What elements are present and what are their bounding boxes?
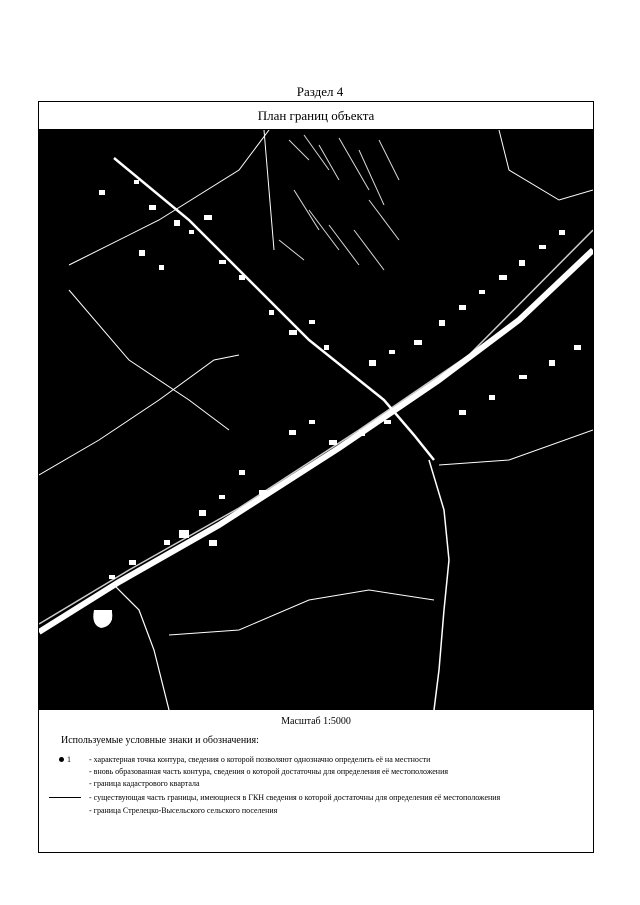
legend-symbol (43, 754, 87, 766)
legend-item-existing-boundary (39, 792, 593, 804)
boundary-line (264, 130, 274, 250)
map-drawing (39, 130, 593, 710)
satellite-map (39, 130, 593, 710)
plan-title: План границ объекта (39, 102, 593, 130)
pond (93, 610, 112, 628)
boundary-line (69, 130, 269, 265)
legend-text: - граница Стрелецко-Высельского сельского поселения (89, 806, 278, 815)
map-scale: Масштаб 1:5000 (281, 716, 351, 727)
boundary-line (439, 430, 593, 465)
legend-text: - существующая часть границы, имеющиеся в ГКН сведения о которой достаточны для определения её местоположения (89, 793, 501, 802)
plan-frame (38, 101, 594, 853)
legend-item-new-part (39, 766, 593, 778)
legend-symbol (43, 792, 87, 804)
legend-text: - характерная точка контура, сведения о которой позволяют однозначно определить её на местности (89, 755, 431, 764)
legend-item-point (39, 754, 593, 766)
boundary-line (169, 590, 434, 635)
field-texture (279, 135, 399, 270)
boundary-line (499, 130, 593, 200)
boundary-line (429, 460, 449, 710)
section-title: Раздел 4 (296, 84, 344, 99)
legend-title: Используемые условные знаки и обозначения: (61, 735, 259, 746)
legend-text: - граница кадастрового квартала (89, 779, 200, 788)
solid-line-icon (49, 797, 81, 798)
point-number: 1 (67, 755, 71, 764)
road-edge (39, 230, 593, 624)
legend-item-settlement-boundary (39, 805, 593, 817)
legend-item-quarter-boundary (39, 778, 593, 790)
boundary-line (114, 585, 169, 710)
boundary-line (69, 290, 229, 430)
legend-text: - вновь образованная часть контура, сведения о которой достаточны для определения её местоположения (89, 767, 449, 776)
point-marker-icon (59, 757, 64, 762)
